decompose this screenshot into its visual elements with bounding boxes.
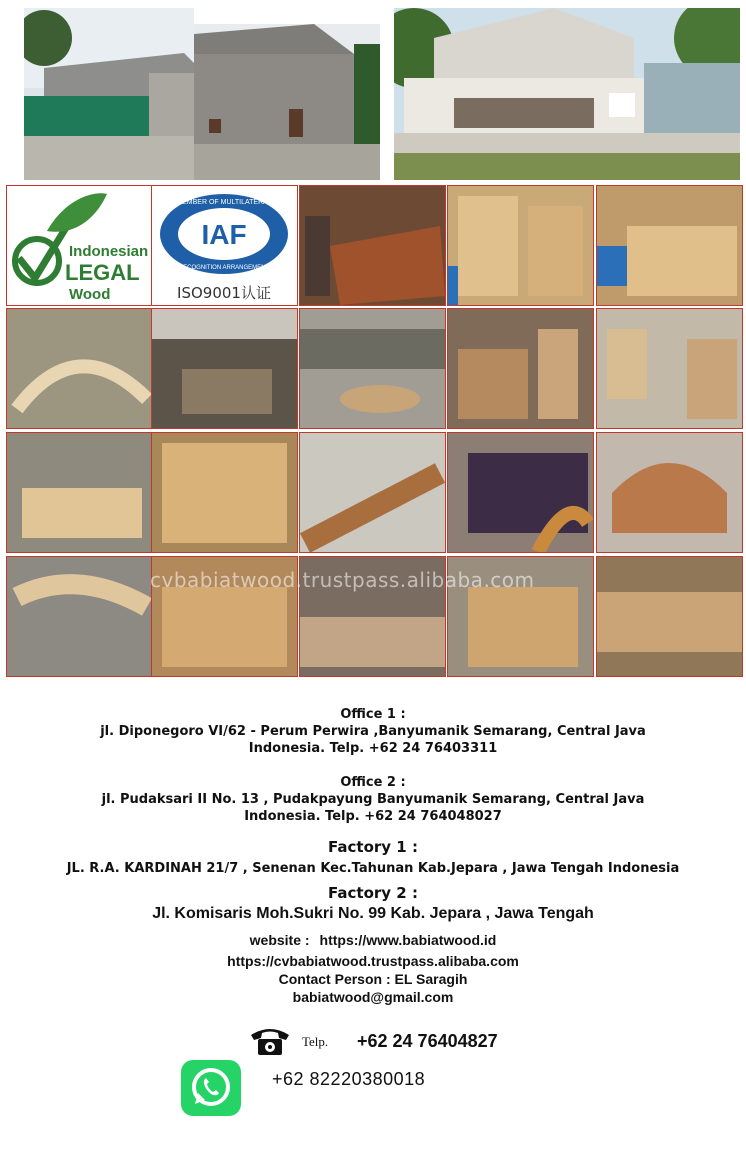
chair-frames-photo-1 <box>6 308 153 429</box>
office2-address: jl. Pudaksari II No. 13 , Pudakpayung Banyumanik Semarang, Central Java <box>101 792 645 807</box>
watermark: cvbabiatwood.trustpass.alibaba.com <box>150 568 535 592</box>
workshop-photo-2 <box>299 308 446 429</box>
contact-person: Contact Person : EL Saragih <box>278 971 468 987</box>
telephone-icon <box>248 1025 292 1057</box>
legal-line2: LEGAL <box>65 260 140 285</box>
telp-number: +62 24 76404827 <box>357 1031 498 1051</box>
factory-photo-2 <box>194 24 380 180</box>
iaf-ring-top: MEMBER OF MULTILATERAL <box>176 199 272 206</box>
timber-stack-photo-2 <box>596 185 743 306</box>
factory1-address: JL. R.A. KARDINAH 21/7 , Senenan Kec.Tahunan Kab.Jepara , Jawa Tengah Indonesia <box>66 861 680 876</box>
iaf-ring-bottom: RECOGNITION ARRANGEMENT <box>178 265 270 271</box>
email-link[interactable]: babiatwood@gmail.com <box>292 989 454 1005</box>
office1-phone: Indonesia. Telp. +62 24 76403311 <box>248 741 498 756</box>
chairs-row-photo-1 <box>6 432 153 553</box>
factory-photo-3 <box>394 8 740 180</box>
chairs-row-photo-2 <box>6 556 153 677</box>
garden-benches-photo <box>596 556 743 677</box>
factory2-address: Jl. Komisaris Moh.Sukri No. 99 Kab. Jepara , Jawa Tengah <box>152 905 594 922</box>
telp-label: Telp. <box>302 1034 329 1049</box>
sawmill-photo-1 <box>151 308 298 429</box>
factory2-title: Factory 2 : <box>328 884 418 902</box>
workshop-photo-3 <box>447 308 594 429</box>
iaf-iso9001-logo <box>151 185 298 306</box>
whatsapp-icon[interactable] <box>181 1060 241 1116</box>
website-link[interactable]: https://www.babiatwood.id <box>319 932 497 948</box>
office1-title: Office 1 : <box>340 707 406 722</box>
workshop-photo-wood-slab <box>299 185 446 306</box>
timber-stack-photo-1 <box>447 185 594 306</box>
deck-chairs-photo <box>299 432 446 553</box>
legal-line3: Wood <box>69 286 111 303</box>
website-row <box>0 932 746 948</box>
whatsapp-number: +62 82220380018 <box>272 1069 426 1089</box>
dark-chairs-photo <box>447 432 594 553</box>
armchair-frames-photo <box>151 432 298 553</box>
iaf-text: IAF <box>201 219 247 250</box>
indonesian-legal-wood-logo <box>6 185 153 306</box>
factory-photo-1 <box>24 8 194 180</box>
chair-parts-photo <box>596 308 743 429</box>
website-label: website : <box>249 932 310 948</box>
office1-address: jl. Diponegoro VI/62 - Perum Perwira ,Banyumanik Semarang, Central Java <box>100 724 646 739</box>
office2-title: Office 2 : <box>340 775 406 790</box>
iso-caption: ISO9001认证 <box>177 284 271 302</box>
carved-sofa-photo <box>596 432 743 553</box>
factory1-title: Factory 1 : <box>328 838 418 856</box>
office2-phone: Indonesia. Telp. +62 24 764048027 <box>244 809 502 824</box>
trustpass-link[interactable]: https://cvbabiatwood.trustpass.alibaba.com <box>227 953 519 969</box>
legal-line1: Indonesian <box>69 243 149 260</box>
